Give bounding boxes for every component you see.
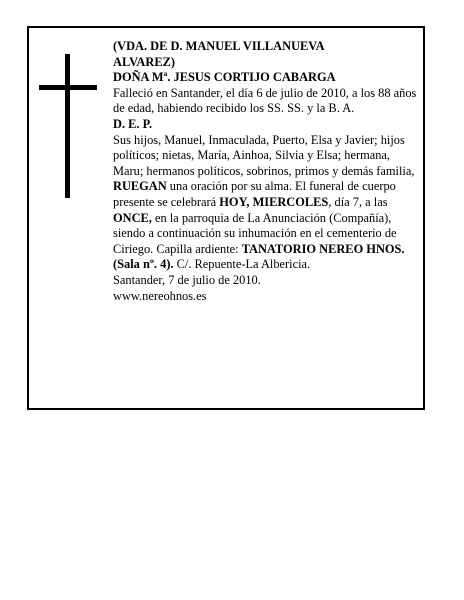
website: www.nereohnos.es [113, 288, 207, 303]
obituary-text [113, 39, 423, 304]
family-list: Sus hijos, Manuel, Inmaculada, Puerto, Elsa y Javier; hijos políticos; nietas, María, Ainhoa, Silvia y Elsa; hermana, Maru; hermanos políticos, sobrinos, primos y demás familia, [113, 132, 415, 178]
rip: D. E. P. [113, 116, 153, 131]
cross-icon [39, 54, 97, 198]
place-date: Santander, 7 de julio de 2010. [113, 272, 261, 287]
obituary-notice [27, 26, 425, 410]
header-widow-line: (VDA. DE D. MANUEL VILLANUEVA [113, 39, 325, 53]
funeral-details: RUEGAN una oración por su alma. El funeral de cuerpo presente se celebrará HOY, MIERCOLES, día 7, a las ONCE, en la parroquia de La Anunciación (Compañía), siendo a continuación su inhumación en el cementerio de Ciriego. Capilla ardiente: TANATORIO NEREO HNOS. (Sala nº. 4). C/. Repuente-La Albericia. [113, 179, 405, 272]
header-widow-line-2: ALVAREZ) [113, 54, 175, 69]
deceased-name: DOÑA Mª. JESUS CORTIJO CABARGA [113, 70, 336, 85]
death-statement: Falleció en Santander, el día 6 de julio de 2010, a los 88 años de edad, habiendo recibido los SS. SS. y la B. A. [113, 85, 417, 116]
